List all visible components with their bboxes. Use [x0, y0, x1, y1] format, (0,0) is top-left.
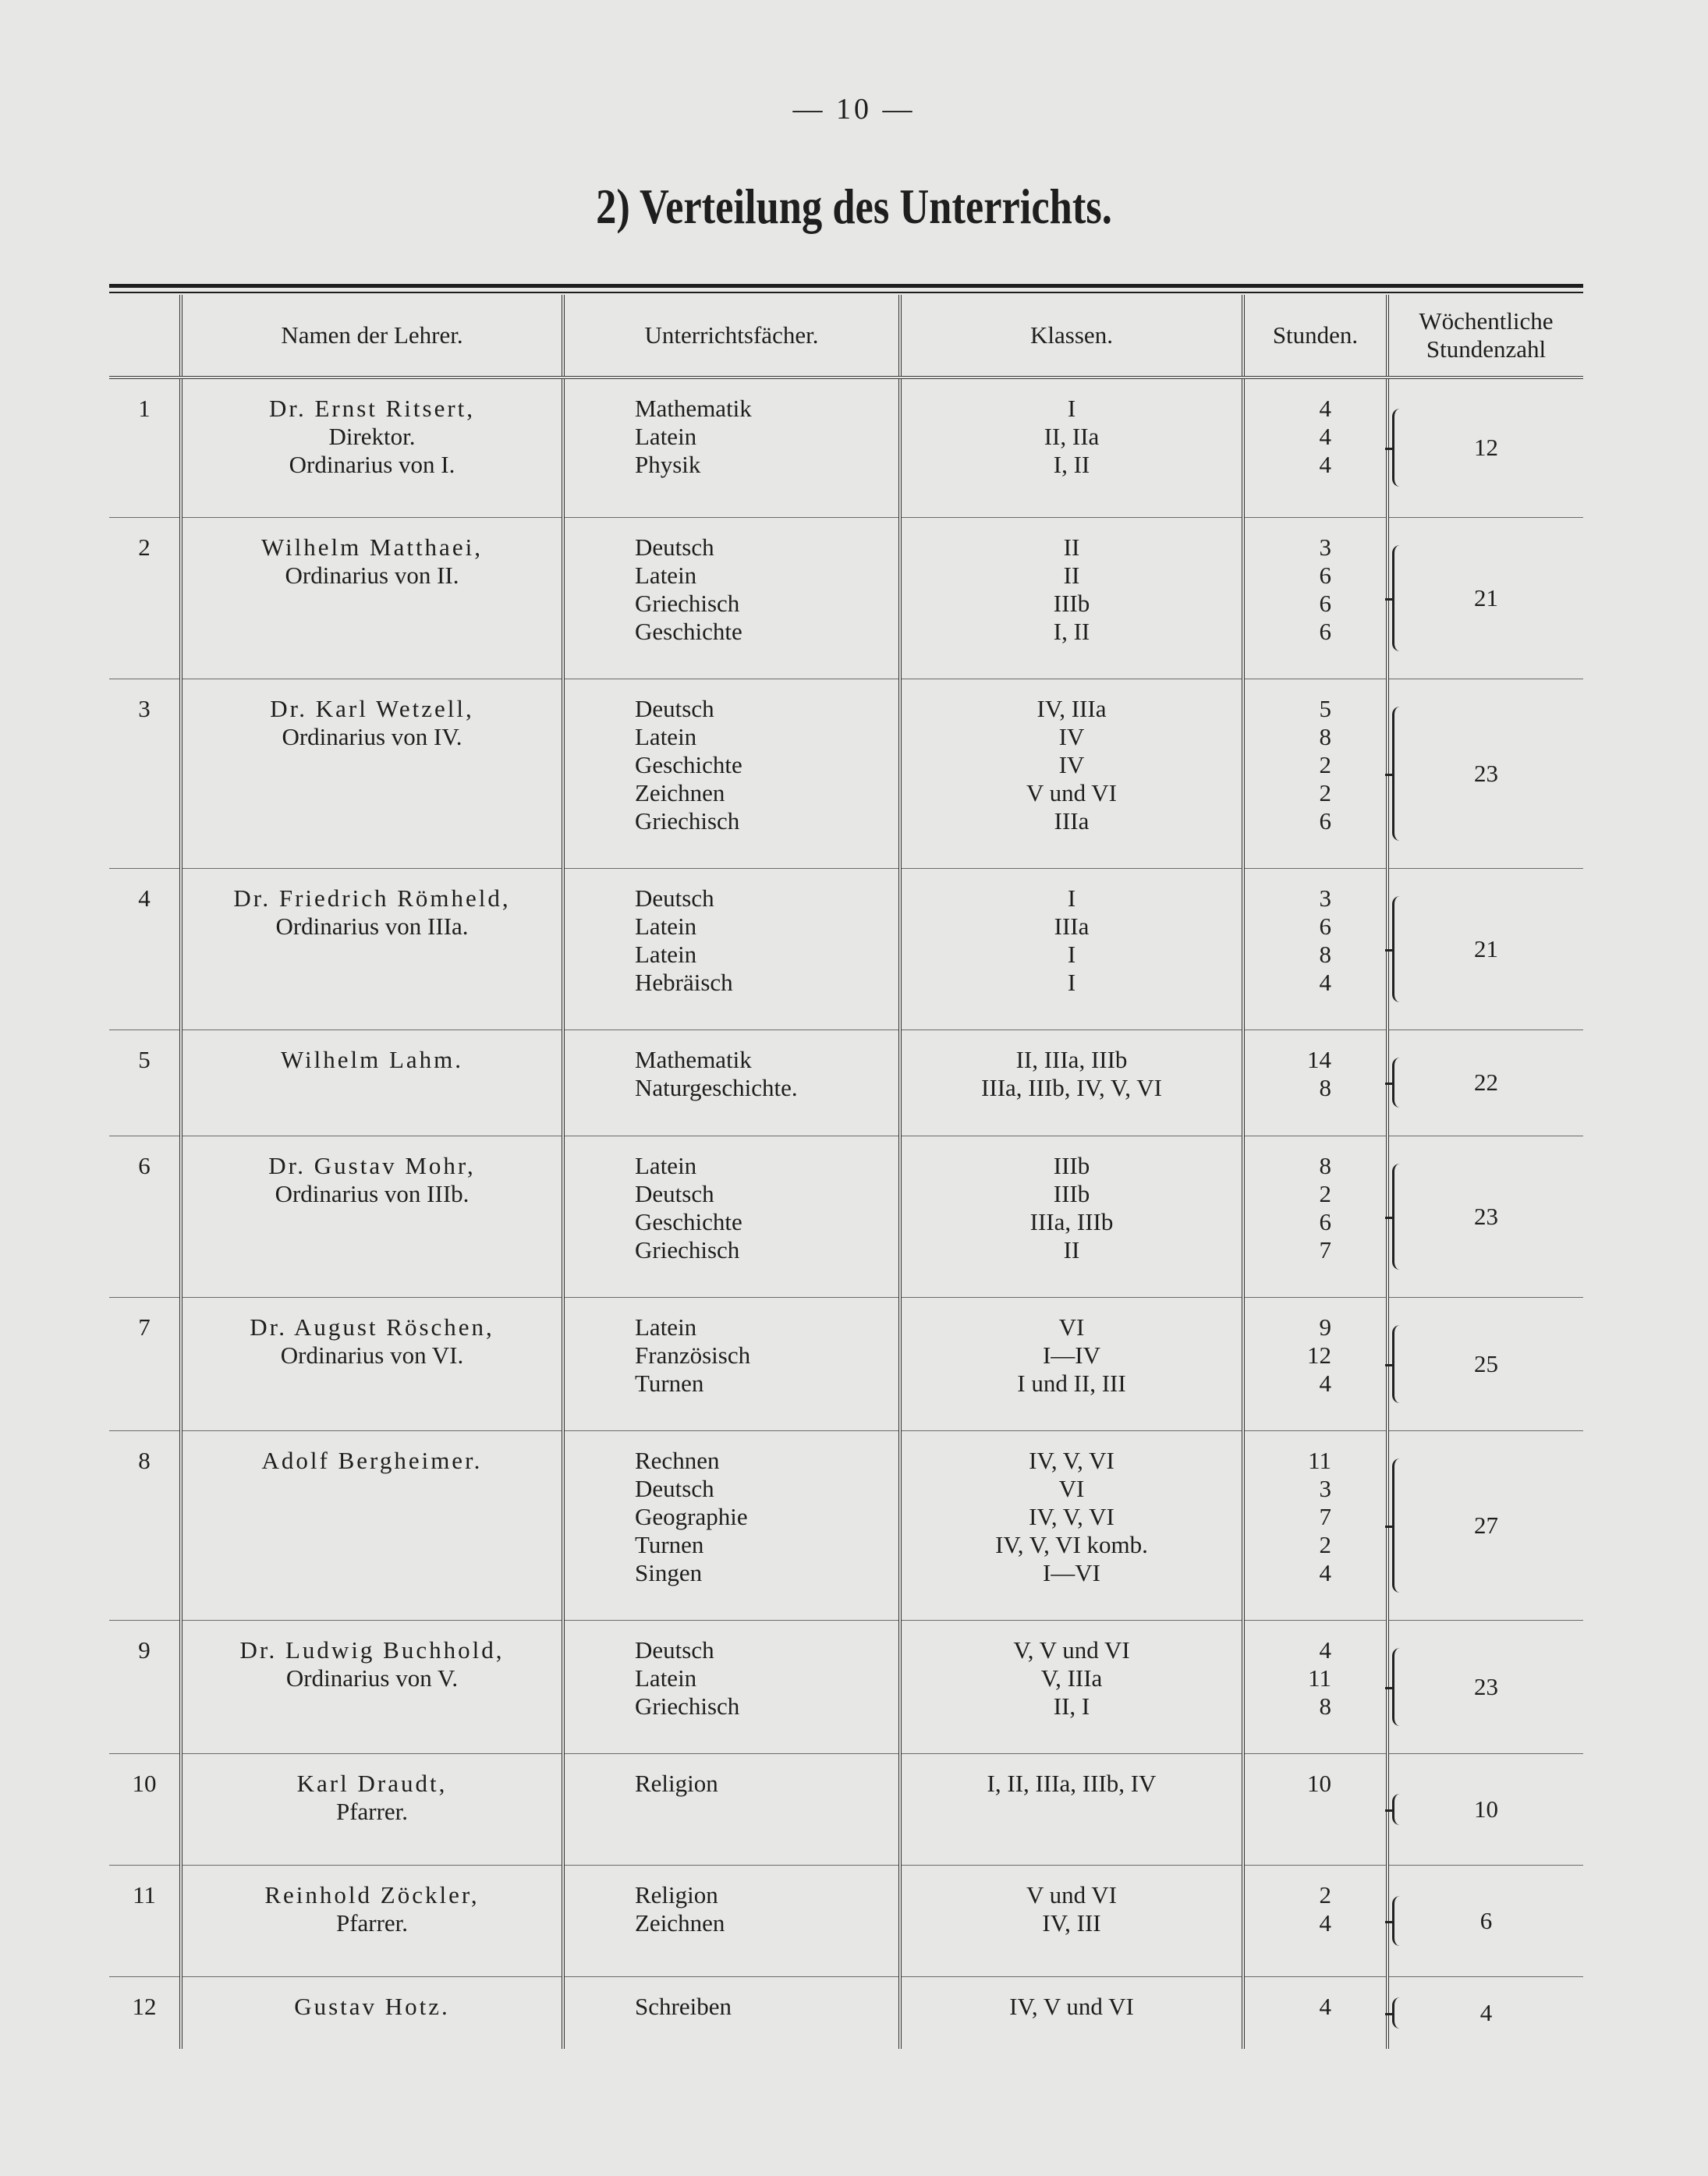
row-number: 12 [109, 1976, 181, 2049]
class-group: VI [1058, 1313, 1085, 1341]
subjects-cell [563, 517, 900, 679]
weekly-total: 21 [1474, 934, 1498, 962]
subjects-cell [563, 1620, 900, 1753]
hours-cell [1243, 1865, 1387, 1976]
hours-cell [1243, 517, 1387, 679]
table-row [109, 1297, 1583, 1430]
teacher-name: Dr. Friedrich Römheld, [233, 884, 511, 912]
total-cell [1387, 868, 1583, 1030]
teacher-cell [181, 1297, 563, 1430]
teacher-cell [181, 1430, 563, 1620]
classes-cell [900, 1753, 1243, 1865]
class-group: IIIa, IIIb, IV, V, VI [981, 1073, 1162, 1101]
hours-value: 6 [1319, 806, 1331, 835]
curly-brace-icon [1392, 1896, 1405, 1946]
teacher-role: Pfarrer. [335, 1797, 409, 1825]
class-group: I [1067, 884, 1076, 912]
class-group: IIIa [1054, 806, 1090, 835]
weekly-total: 23 [1474, 759, 1498, 787]
row-number: 1 [138, 395, 151, 422]
subject: Singen [635, 1558, 703, 1586]
table-row [109, 1976, 1583, 2049]
subject: Latein [635, 722, 697, 750]
hours-value: 8 [1319, 1073, 1331, 1101]
classes-cell [900, 1136, 1243, 1297]
total-cell [1387, 679, 1583, 868]
subject: Mathematik [635, 1045, 752, 1073]
hours-value: 4 [1319, 968, 1331, 996]
class-group: II [1063, 561, 1080, 589]
hours-cell [1243, 679, 1387, 868]
total-cell [1387, 517, 1583, 679]
teacher-cell [181, 377, 563, 517]
total-cell [1387, 1136, 1583, 1297]
table-row [109, 377, 1583, 517]
curly-brace-icon [1392, 1458, 1405, 1593]
subject: Hebräisch [635, 968, 733, 996]
teacher-role: Ordinarius von II. [285, 561, 459, 589]
subject: Latein [635, 561, 697, 589]
subject: Deutsch [635, 694, 714, 722]
hours-value: 4 [1319, 451, 1331, 478]
row-number: 8 [109, 1430, 181, 1620]
table-row [109, 1430, 1583, 1620]
class-group: V und VI [1026, 778, 1117, 806]
hours-cell [1243, 377, 1387, 517]
header-classes: Klassen. [900, 295, 1243, 377]
page-title: 2) Verteilung des Unterrichts. [596, 179, 1112, 234]
curly-brace-icon [1392, 1648, 1405, 1726]
class-group: I [1067, 940, 1076, 968]
subject: Schreiben [635, 1992, 732, 2020]
hours-cell [1243, 1620, 1387, 1753]
subject: Religion [635, 1769, 718, 1797]
curly-brace-icon [1392, 1325, 1405, 1403]
header-name: Namen der Lehrer. [181, 295, 563, 377]
class-group: I, II [1053, 451, 1090, 478]
row-number: 3 [109, 679, 181, 868]
table-row [109, 679, 1583, 868]
class-group: IV, V, VI komb. [995, 1530, 1148, 1558]
hours-value: 4 [1319, 423, 1331, 450]
teacher-cell [181, 517, 563, 679]
teacher-cell [181, 679, 563, 868]
hours-value: 8 [1319, 1151, 1331, 1179]
weekly-total: 4 [1479, 1998, 1493, 2026]
subjects-cell [563, 679, 900, 868]
table-row [109, 1030, 1583, 1136]
hours-cell [1243, 1030, 1387, 1136]
subject: Turnen [635, 1369, 704, 1397]
class-group: I [1067, 395, 1076, 422]
class-group: IV, III [1042, 1908, 1101, 1937]
hours-cell [1243, 868, 1387, 1030]
class-group: I [1067, 968, 1076, 996]
total-cell [1387, 1865, 1583, 1976]
class-group: IIIb [1053, 1151, 1090, 1179]
hours-value: 4 [1319, 1908, 1331, 1937]
class-group: IV [1058, 722, 1085, 750]
subject: Latein [635, 1664, 697, 1692]
subject: Latein [635, 1151, 697, 1179]
hours-value: 4 [1319, 1558, 1331, 1586]
weekly-total: 23 [1474, 1202, 1498, 1230]
teacher-name: Dr. Gustav Mohr, [268, 1151, 476, 1179]
total-cell [1387, 377, 1583, 517]
subject: Turnen [635, 1530, 704, 1558]
teacher-role-2: Ordinarius von I. [289, 451, 455, 478]
hours-cell [1243, 1976, 1387, 2049]
curly-brace-icon [1392, 1164, 1405, 1270]
hours-value: 2 [1319, 1530, 1331, 1558]
subject: Geschichte [635, 617, 742, 645]
subject: Geschichte [635, 1207, 742, 1235]
hours-value: 6 [1319, 561, 1331, 589]
curly-brace-icon [1392, 896, 1405, 1002]
table-row [109, 868, 1583, 1030]
teacher-name: Dr. Ludwig Buchhold, [239, 1636, 505, 1664]
teacher-role: Ordinarius von VI. [280, 1341, 464, 1369]
class-group: II, IIIa, IIIb [1015, 1045, 1128, 1073]
classes-cell [900, 1030, 1243, 1136]
subjects-cell [563, 1430, 900, 1620]
class-group: II [1063, 1235, 1080, 1263]
teacher-cell [181, 1030, 563, 1136]
table-row [109, 1753, 1583, 1865]
table-header-row [109, 295, 1583, 377]
table-top-rule [109, 284, 1583, 288]
subject: Geographie [635, 1502, 748, 1530]
teacher-role: Ordinarius von V. [285, 1664, 459, 1692]
class-group: IV [1058, 750, 1085, 778]
subject: Deutsch [635, 1474, 714, 1502]
hours-value: 2 [1319, 1880, 1331, 1908]
teacher-name: Karl Draudt, [296, 1769, 448, 1797]
weekly-total: 12 [1474, 434, 1498, 462]
row-number: 4 [109, 868, 181, 1030]
class-group: IV, V, VI [1029, 1502, 1114, 1530]
row-number: 10 [109, 1753, 181, 1865]
class-group: II, I [1053, 1692, 1090, 1720]
table-row [109, 1136, 1583, 1297]
classes-cell [900, 1865, 1243, 1976]
total-cell [1387, 1753, 1583, 1865]
hours-cell [1243, 1430, 1387, 1620]
class-group: I, II, IIIa, IIIb, IV [987, 1769, 1157, 1797]
classes-cell [900, 868, 1243, 1030]
subject: Deutsch [635, 533, 714, 561]
header-total-line1: Wöchentliche [1419, 307, 1554, 335]
table-row [109, 517, 1583, 679]
class-group: I, II [1053, 617, 1090, 645]
teacher-role: Ordinarius von IIIb. [275, 1179, 470, 1207]
hours-cell [1243, 1136, 1387, 1297]
subject: Zeichnen [635, 1908, 725, 1937]
hours-value: 6 [1319, 589, 1331, 617]
teacher-role: Ordinarius von IV. [282, 722, 462, 750]
hours-cell [1243, 1297, 1387, 1430]
subject: Latein [635, 423, 697, 450]
teacher-role: Direktor. [328, 423, 416, 450]
class-group: II, IIa [1044, 423, 1100, 450]
weekly-total: 21 [1474, 583, 1498, 611]
hours-value: 8 [1319, 1692, 1331, 1720]
class-group: I—IV [1042, 1341, 1101, 1369]
hours-value: 7 [1319, 1502, 1331, 1530]
class-group: IIIb [1053, 589, 1090, 617]
row-number: 6 [109, 1136, 181, 1297]
subject: Griechisch [635, 589, 740, 617]
hours-value: 6 [1319, 912, 1331, 940]
hours-value: 6 [1319, 1207, 1331, 1235]
teacher-name: Reinhold Zöckler, [264, 1880, 480, 1908]
teacher-name: Gustav Hotz. [294, 1992, 450, 2020]
total-cell [1387, 1030, 1583, 1136]
class-group: IV, V, VI [1029, 1446, 1114, 1474]
table-row [109, 1620, 1583, 1753]
hours-value: 2 [1319, 750, 1331, 778]
weekly-total: 27 [1474, 1511, 1498, 1539]
hours-value: 12 [1307, 1341, 1331, 1369]
hours-value: 6 [1319, 617, 1331, 645]
class-group: V, V und VI [1013, 1636, 1130, 1664]
total-cell [1387, 1976, 1583, 2049]
teacher-cell [181, 1976, 563, 2049]
hours-value: 5 [1319, 694, 1331, 722]
subject: Latein [635, 912, 697, 940]
header-total-line2: Stundenzahl [1426, 335, 1547, 363]
header-no [109, 295, 181, 377]
classes-cell [900, 1297, 1243, 1430]
hours-value: 14 [1307, 1045, 1331, 1073]
hours-value: 3 [1319, 533, 1331, 561]
weekly-total: 25 [1474, 1349, 1498, 1377]
class-group: IIIa, IIIb [1029, 1207, 1114, 1235]
curly-brace-icon [1392, 545, 1405, 651]
class-group: VI [1058, 1474, 1085, 1502]
page-number: — 10 — [792, 93, 916, 126]
subject: Rechnen [635, 1446, 720, 1474]
teacher-role: Pfarrer. [335, 1908, 409, 1937]
subject: Griechisch [635, 1235, 740, 1263]
row-number: 9 [109, 1620, 181, 1753]
hours-value: 10 [1307, 1769, 1331, 1797]
hours-value: 11 [1308, 1664, 1331, 1692]
classes-cell [900, 1430, 1243, 1620]
teacher-name: Wilhelm Matthaei, [261, 533, 483, 561]
teacher-cell [181, 868, 563, 1030]
teacher-cell [181, 1753, 563, 1865]
subjects-cell [563, 1753, 900, 1865]
class-group: IV, V und VI [1009, 1992, 1134, 2020]
class-group: IIIb [1053, 1179, 1090, 1207]
subject: Latein [635, 940, 697, 968]
total-cell [1387, 1297, 1583, 1430]
teacher-name: Dr. Ernst Ritsert, [268, 395, 476, 422]
header-total [1387, 295, 1583, 377]
subjects-cell [563, 1030, 900, 1136]
total-cell [1387, 1430, 1583, 1620]
weekly-total: 23 [1474, 1672, 1498, 1700]
subjects-cell [563, 868, 900, 1030]
hours-value: 4 [1319, 1636, 1331, 1664]
teacher-role: Ordinarius von IIIa. [275, 912, 469, 940]
subject: Französisch [635, 1341, 751, 1369]
hours-value: 2 [1319, 778, 1331, 806]
subject: Mathematik [635, 395, 752, 422]
teacher-cell [181, 1620, 563, 1753]
total-cell [1387, 1620, 1583, 1753]
subject: Latein [635, 1313, 697, 1341]
subject: Geschichte [635, 750, 742, 778]
classes-cell [900, 1976, 1243, 2049]
class-group: V, IIIa [1040, 1664, 1103, 1692]
classes-cell [900, 377, 1243, 517]
hours-value: 4 [1319, 1992, 1331, 2020]
teacher-name: Dr. August Röschen, [250, 1313, 494, 1341]
curly-brace-icon [1392, 409, 1405, 487]
teacher-cell [181, 1136, 563, 1297]
header-hours: Stunden. [1243, 295, 1387, 377]
class-group: IIIa [1054, 912, 1090, 940]
class-group: V und VI [1026, 1880, 1117, 1908]
hours-value: 4 [1319, 395, 1331, 422]
classes-cell [900, 679, 1243, 868]
teacher-name: Adolf Bergheimer. [261, 1446, 483, 1474]
class-group: IV, IIIa [1036, 694, 1107, 722]
subject: Naturgeschichte. [635, 1073, 798, 1101]
weekly-total: 10 [1474, 1795, 1498, 1823]
subjects-cell [563, 1297, 900, 1430]
row-number: 2 [109, 517, 181, 679]
header-subjects: Unterrichtsfächer. [563, 295, 900, 377]
subject: Deutsch [635, 1636, 714, 1664]
subjects-cell [563, 1976, 900, 2049]
row-number: 7 [109, 1297, 181, 1430]
curly-brace-icon [1392, 1794, 1405, 1825]
weekly-total: 22 [1474, 1069, 1498, 1096]
weekly-total: 6 [1479, 1906, 1493, 1934]
class-group: I und II, III [1017, 1369, 1126, 1397]
subject: Griechisch [635, 806, 740, 835]
hours-value: 8 [1319, 940, 1331, 968]
classes-cell [900, 517, 1243, 679]
table-row [109, 1865, 1583, 1976]
hours-value: 3 [1319, 1474, 1331, 1502]
row-number: 11 [109, 1865, 181, 1976]
hours-value: 3 [1319, 884, 1331, 912]
hours-value: 9 [1319, 1313, 1331, 1341]
subjects-cell [563, 1865, 900, 1976]
teacher-name: Wilhelm Lahm. [280, 1045, 464, 1073]
curly-brace-icon [1392, 707, 1405, 841]
teacher-cell [181, 1865, 563, 1976]
hours-value: 8 [1319, 722, 1331, 750]
subjects-cell [563, 1136, 900, 1297]
curly-brace-icon [1392, 1997, 1405, 2029]
hours-value: 11 [1308, 1446, 1331, 1474]
subject: Zeichnen [635, 778, 725, 806]
class-group: II [1063, 533, 1080, 561]
class-group: I—VI [1042, 1558, 1101, 1586]
teaching-distribution-table [109, 295, 1583, 2049]
hours-cell [1243, 1753, 1387, 1865]
row-number: 5 [109, 1030, 181, 1136]
curly-brace-icon [1392, 1058, 1405, 1107]
subject: Deutsch [635, 1179, 714, 1207]
classes-cell [900, 1620, 1243, 1753]
hours-value: 7 [1319, 1235, 1331, 1263]
subject: Griechisch [635, 1692, 740, 1720]
hours-value: 4 [1319, 1369, 1331, 1397]
subject: Deutsch [635, 884, 714, 912]
subject: Physik [635, 451, 701, 478]
hours-value: 2 [1319, 1179, 1331, 1207]
teacher-name: Dr. Karl Wetzell, [270, 694, 474, 722]
table-top-rule-thin [109, 292, 1583, 293]
subject: Religion [635, 1880, 718, 1908]
subjects-cell [563, 377, 900, 517]
